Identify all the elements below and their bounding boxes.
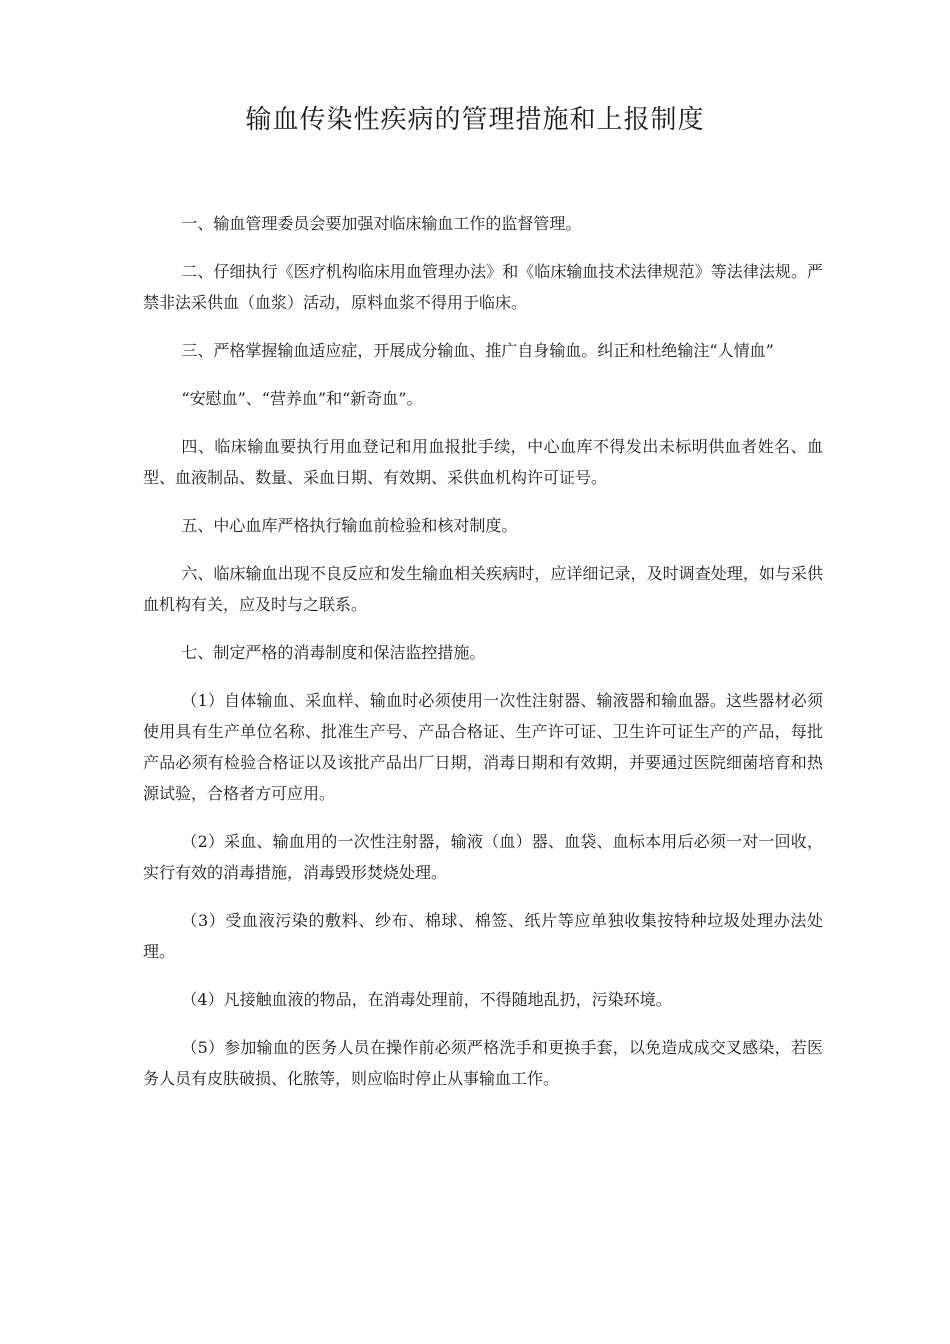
paragraph-1: 一、输血管理委员会要加强对临床输血工作的监督管理。 <box>181 214 582 233</box>
paragraph-4: 四、临床输血要执行用血登记和用血报批手续，中心血库不得发出未标明供血者姓名、血型、血液制品、数量、采血日期、有效期、采供血机构许可证号。 <box>143 437 823 487</box>
paragraph-5: 五、中心血库严格执行输血前检验和核对制度。 <box>181 516 518 535</box>
document-title: 输血传染性疾病的管理措施和上报制度 <box>245 105 705 135</box>
paragraph-2: 二、仔细执行《医疗机构临床用血管理办法》和《临床输血技术法律规范》等法律法规。严禁非法采供血（血浆）活动，原料血浆不得用于临床。 <box>143 262 823 312</box>
paragraph-3-continued: “安慰血”、“营养血”和“新奇血”。 <box>181 389 423 408</box>
paragraph-3: 三、严格掌握输血适应症，开展成分输血、推广自身输血。纠正和杜绝输注“人情血” <box>181 341 774 360</box>
sub-item-2: （2）采血、输血用的一次性注射器，输液（血）器、血袋、血标本用后必须一对一回收，实行有效的消毒措施，消毒毁形焚烧处理。 <box>143 832 823 882</box>
sub-item-1: （1）自体输血、采血样、输血时必须使用一次性注射器、输液器和输血器。这些器材必须使用具有生产单位名称、批准生产号、产品合格证、生产许可证、卫生许可证生产的产品，每批产品必须有检验合格证以及该批产品出厂日期，消毒日期和有效期，并要通过医院细菌培育和热源试验，合格者方可应用。 <box>143 691 823 803</box>
paragraph-7: 七、制定严格的消毒制度和保洁监控措施。 <box>181 643 486 662</box>
sub-item-5: （5）参加输血的医务人员在操作前必须严格洗手和更换手套，以免造成成交叉感染，若医务人员有皮肤破损、化脓等，则应临时停止从事输血工作。 <box>143 1038 823 1088</box>
sub-item-4: （4）凡接触血液的物品，在消毒处理前，不得随地乱扔，污染环境。 <box>181 990 672 1009</box>
sub-item-3: （3）受血液污染的敷料、纱布、棉球、棉签、纸片等应单独收集按特种垃圾处理办法处理。 <box>143 911 823 961</box>
paragraph-6: 六、临床输血出现不良反应和发生输血相关疾病时，应详细记录，及时调查处理，如与采供血机构有关，应及时与之联系。 <box>143 564 823 614</box>
document-body <box>143 208 823 1111</box>
